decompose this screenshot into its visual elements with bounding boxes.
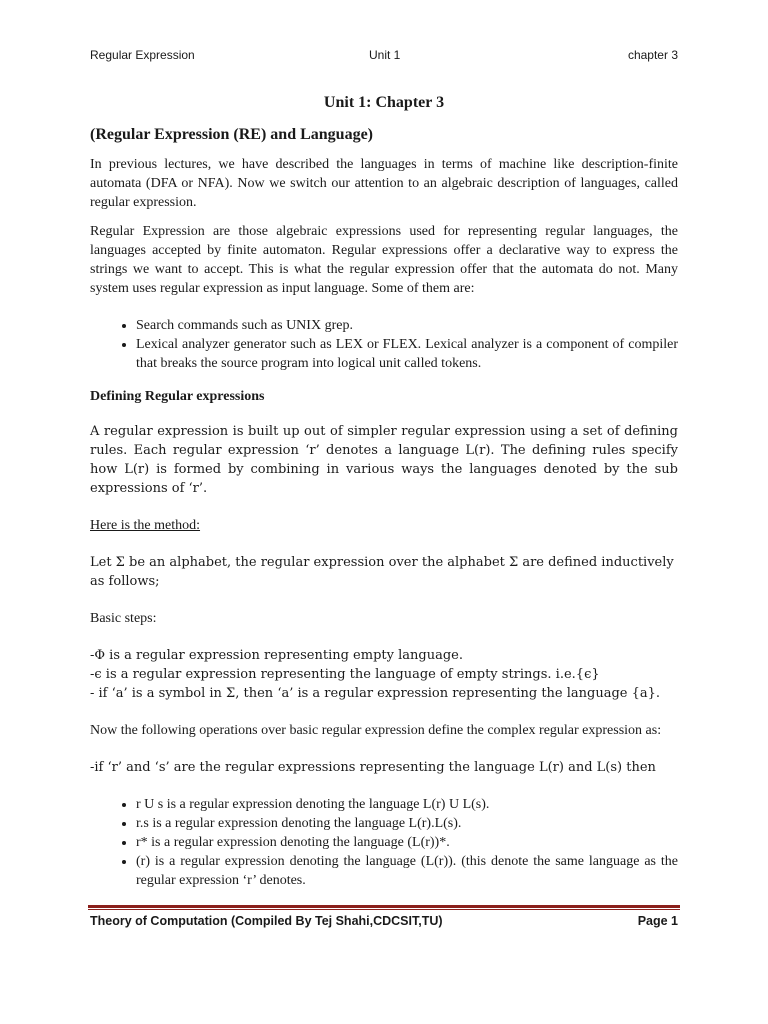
defining-paragraph: A regular expression is built up out of simpler regular expression using a set of defining rules. Each regular expression ‘r’ denotes a language L(r). The defining rules specify how L(r) is formed by combining in various ways the languages denoted by the sub expressions of ‘r’. — [90, 424, 678, 496]
method-heading — [90, 516, 678, 535]
basic-steps-label: Basic steps: — [90, 611, 157, 626]
footer-left: Theory of Computation (Compiled By Tej Shahi,CDCSIT,TU) — [90, 914, 443, 928]
let-line-2: as follows; — [90, 574, 160, 589]
header-center: Unit 1 — [369, 48, 401, 62]
page-title: Unit 1: Chapter 3 — [323, 94, 445, 111]
page-footer — [90, 914, 678, 932]
let-line-1: Let Σ be an alphabet, the regular expression over the alphabet Σ are defined inductively — [90, 555, 674, 570]
list-item: • Lexical analyzer generator such as LEX or FLEX. Lexical analyzer is a component of compiler that breaks the source program into logical unit called tokens. — [136, 335, 678, 373]
defining-heading: Defining Regular expressions — [90, 389, 265, 404]
footer-rule-thin — [88, 909, 680, 910]
operations-list — [90, 795, 678, 890]
header-right: chapter 3 — [627, 48, 678, 62]
intro-paragraph-1: In previous lectures, we have described the languages in terms of machine like description-finite automata (DFA or NFA). Now we switch our attention to an algebraic description of languages, called regular expression. — [90, 157, 678, 210]
method-heading-text: Here is the method: — [90, 518, 201, 533]
page-header — [90, 48, 678, 66]
document-body — [90, 92, 678, 904]
list-item: • r U s is a regular expression denoting the language L(r) U L(s). — [136, 795, 678, 814]
list-item: • r* is a regular expression denoting the language (L(r))*. — [136, 833, 678, 852]
list-item: • r.s is a regular expression denoting the language L(r).L(s). — [136, 814, 678, 833]
operations-intro: Now the following operations over basic regular expression define the complex regular expression as: — [90, 723, 662, 738]
list-item: • Search commands such as UNIX grep. — [136, 316, 678, 335]
basic-step: - if ‘a’ is a symbol in Σ, then ‘a’ is a regular expression representing the language {a}. — [90, 686, 661, 701]
uses-list — [90, 316, 678, 373]
header-left: Regular Expression — [90, 48, 195, 62]
basic-steps — [90, 646, 678, 703]
page-subtitle: (Regular Expression (RE) and Language) — [90, 126, 373, 143]
page-number: Page 1 — [637, 914, 678, 928]
footer-rule-thick — [88, 905, 680, 908]
intro-paragraph-2: Regular Expression are those algebraic expressions used for representing regular languages, the languages accepted by finite automaton. Regular expressions offer a declarative way to express the strings we want to accept. This is what the regular expression offer that the automata do not. Many system uses regular expression as input language. Some of them are: — [90, 224, 678, 296]
if-line: -if ‘r’ and ‘s’ are the regular expressions representing the language L(r) and L(s) then — [90, 760, 656, 775]
let-paragraph — [90, 553, 678, 591]
list-item: • (r) is a regular expression denoting the language (L(r)). (this denote the same language as the regular expression ‘r’ denotes. — [136, 852, 678, 890]
basic-step: -ϵ is a regular expression representing the language of empty strings. i.e.{ϵ} — [90, 667, 600, 682]
basic-step: -Φ is a regular expression representing empty language. — [90, 648, 463, 663]
